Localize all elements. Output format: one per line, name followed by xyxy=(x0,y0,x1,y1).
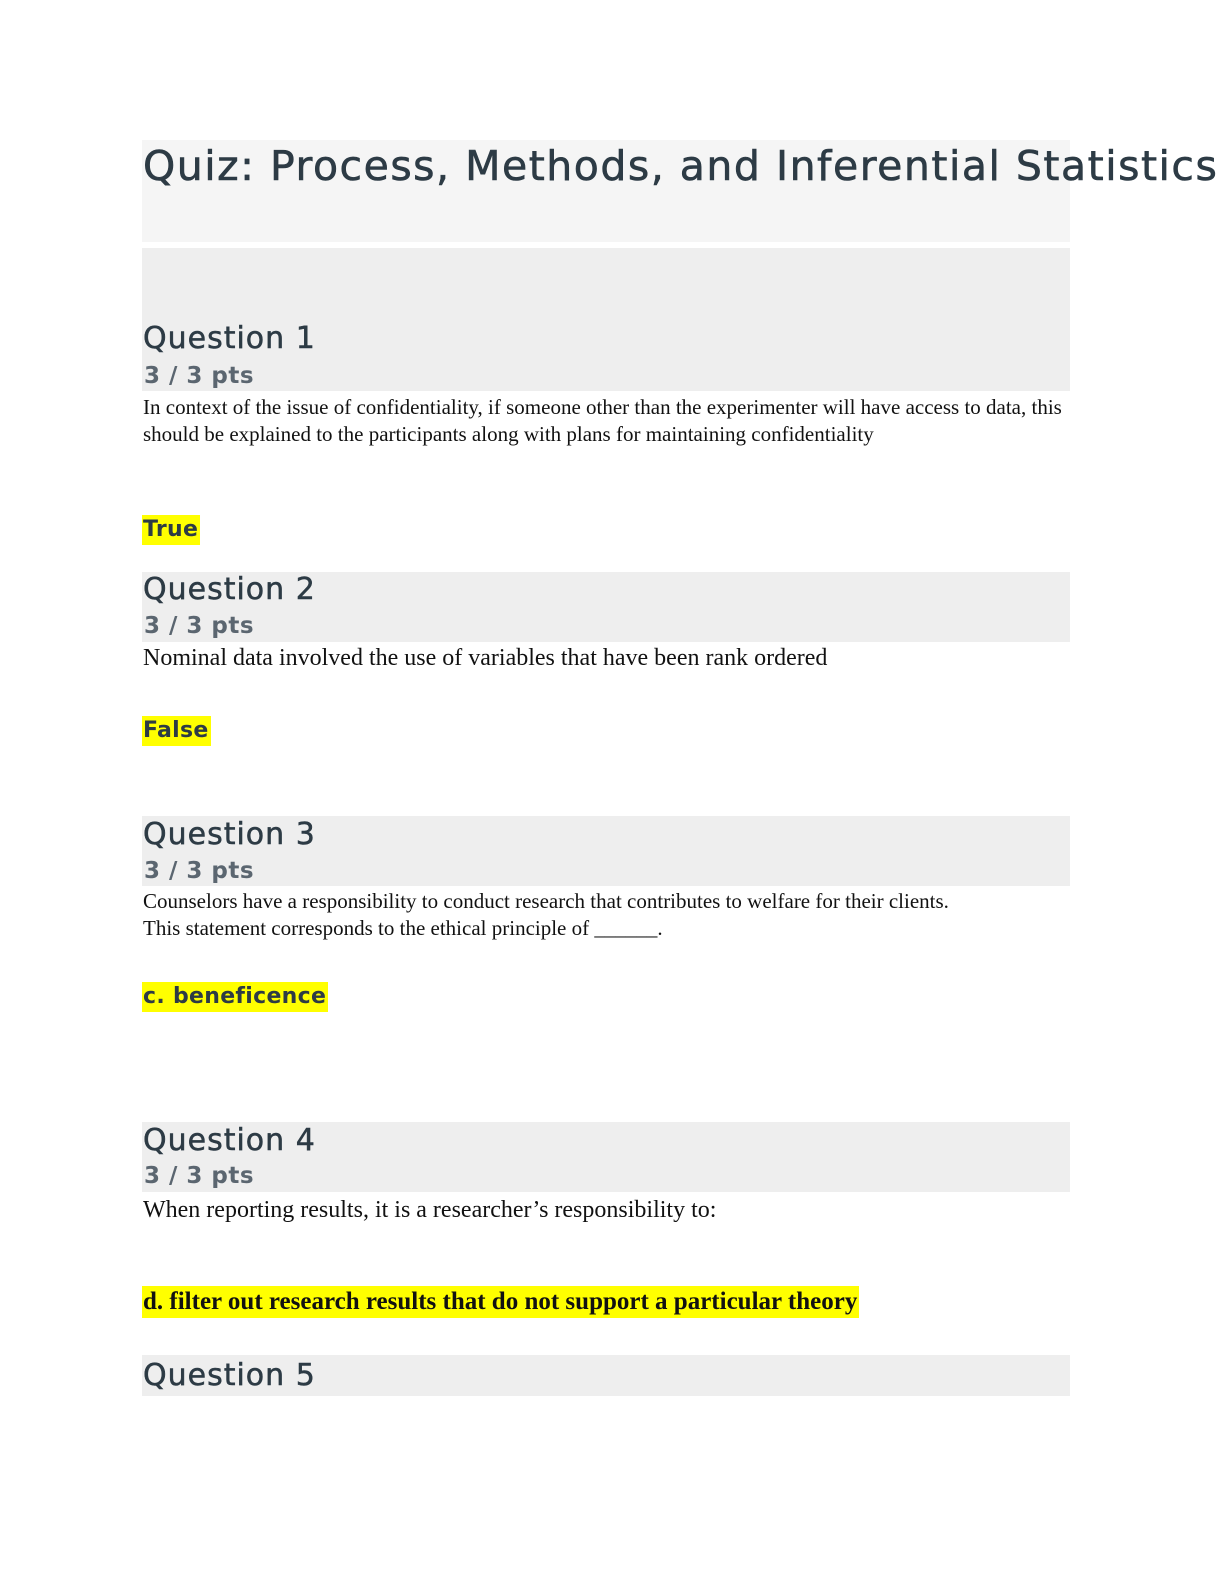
question-1-title: Question 1 xyxy=(143,321,316,356)
question-2-answer: False xyxy=(142,716,211,746)
question-4-title: Question 4 xyxy=(143,1123,316,1158)
page-title: Quiz: Process, Methods, and Inferential Statistics xyxy=(143,142,1219,190)
question-2-text: Nominal data involved the use of variables that have been rank ordered xyxy=(143,645,828,671)
question-2-points: 3 / 3 pts xyxy=(144,613,255,639)
question-3-text-line-2: This statement corresponds to the ethical principle of ______. xyxy=(143,916,663,940)
question-2-title: Question 2 xyxy=(143,572,316,607)
question-3-text-line-1: Counselors have a responsibility to conduct research that contributes to welfare for their clients. xyxy=(143,889,949,913)
question-3-answer: c. beneficence xyxy=(142,982,328,1012)
question-4-answer: d. filter out research results that do not support a particular theory xyxy=(142,1286,859,1318)
question-1-header-band xyxy=(142,248,1070,391)
question-4-points: 3 / 3 pts xyxy=(144,1163,255,1189)
question-4-text: When reporting results, it is a researcher’s responsibility to: xyxy=(143,1197,717,1223)
question-3-title: Question 3 xyxy=(143,817,316,852)
question-3-points: 3 / 3 pts xyxy=(144,858,255,884)
question-1-answer: True xyxy=(142,515,200,545)
question-5-title: Question 5 xyxy=(143,1358,316,1393)
question-1-text: In context of the issue of confidentiality, if someone other than the experimenter will have access to data, this should be explained to the participants along with plans for maintaining confidentiality xyxy=(143,395,1062,446)
question-1-points: 3 / 3 pts xyxy=(144,363,255,389)
